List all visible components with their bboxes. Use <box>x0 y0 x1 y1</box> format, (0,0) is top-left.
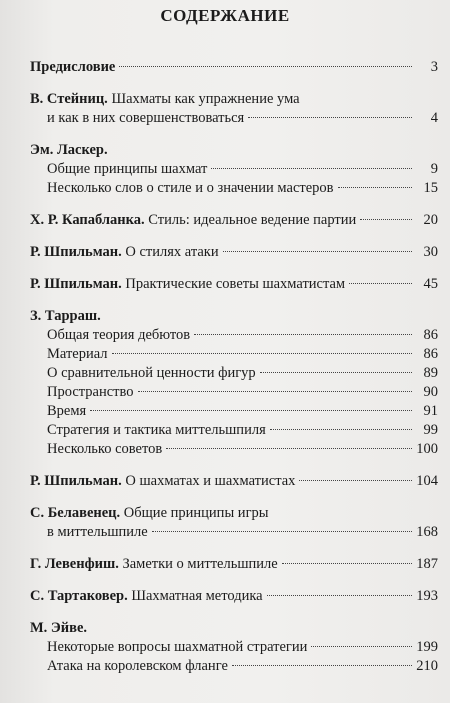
toc-line-text <box>47 345 108 364</box>
toc-title: Общие принципы игры <box>120 505 269 521</box>
toc-title: Заметки о миттельшпиле <box>118 556 278 572</box>
page-number: 91 <box>423 403 438 419</box>
page-number: 99 <box>423 422 438 438</box>
page-number: 3 <box>430 59 438 75</box>
toc-line-text <box>47 402 86 421</box>
page-number: 20 <box>423 212 438 228</box>
toc-title: Время <box>47 403 87 419</box>
toc-line-text <box>30 58 115 77</box>
toc-entry <box>30 307 438 459</box>
toc-title: в миттельшпиле <box>47 524 148 540</box>
page-number: 199 <box>416 639 438 655</box>
toc-author: В. Стейниц. <box>30 91 108 107</box>
toc-line <box>30 90 438 109</box>
toc-line-text <box>47 523 148 542</box>
toc-line-text <box>30 275 345 294</box>
dot-leader <box>112 352 412 354</box>
toc-line <box>30 523 438 542</box>
toc-line-text <box>47 383 134 402</box>
toc-line <box>30 345 438 364</box>
toc-title: Практические советы шахматистам <box>121 276 346 292</box>
toc-title: Общая теория дебютов <box>47 327 191 343</box>
toc-title: Стратегия и тактика миттельшпиля <box>47 422 266 438</box>
toc-line-text <box>30 211 356 230</box>
toc-line-text <box>47 657 228 676</box>
toc-line-text <box>30 587 263 606</box>
toc-line <box>30 109 438 128</box>
toc-title: Шахматная методика <box>127 588 263 604</box>
page-number: 89 <box>423 365 438 381</box>
toc-author: З. Тарраш. <box>30 308 101 324</box>
page-number: 210 <box>416 658 438 674</box>
toc-line <box>30 440 438 459</box>
dot-leader <box>338 186 412 188</box>
toc-title: Несколько советов <box>47 441 163 457</box>
page-title: СОДЕРЖАНИЕ <box>160 6 290 25</box>
dot-leader <box>260 371 412 373</box>
toc-line <box>30 587 438 606</box>
toc-line-text <box>30 90 300 109</box>
toc-line <box>30 211 438 230</box>
toc-title: Общие принципы шахмат <box>47 161 208 177</box>
toc-line-text <box>47 364 256 383</box>
toc-author: Х. Р. Капабланка. <box>30 212 145 228</box>
toc-line-text <box>47 109 244 128</box>
toc-line <box>30 657 438 676</box>
dot-leader <box>282 562 412 564</box>
toc-author: Р. Шпильман. <box>30 244 122 260</box>
toc-title: О шахматах и шахматистах <box>121 473 296 489</box>
toc-line <box>30 383 438 402</box>
page-number: 104 <box>416 473 438 489</box>
toc-title: Материал <box>47 346 108 362</box>
toc-title: О стилях атаки <box>121 244 219 260</box>
toc-author: Р. Шпильман. <box>30 276 122 292</box>
toc-entry <box>30 211 438 230</box>
toc-line <box>30 421 438 440</box>
toc-entry <box>30 243 438 262</box>
toc-line <box>30 307 438 326</box>
toc-line-text <box>47 440 162 459</box>
toc-title: Несколько слов о стиле и о значении мастеров <box>47 180 334 196</box>
toc-author: Р. Шпильман. <box>30 473 122 489</box>
toc-line-text <box>47 421 266 440</box>
toc-line <box>30 243 438 262</box>
toc-line <box>30 472 438 491</box>
toc-title: Пространство <box>47 384 134 400</box>
table-of-contents <box>30 58 438 689</box>
toc-title: Некоторые вопросы шахматной стратегии <box>47 639 308 655</box>
dot-leader <box>267 594 412 596</box>
toc-line-text <box>30 555 278 574</box>
toc-entry <box>30 58 438 77</box>
dot-leader <box>152 530 412 532</box>
page-number: 86 <box>423 327 438 343</box>
toc-line-text <box>47 638 307 657</box>
dot-leader <box>211 167 412 169</box>
page-number: 15 <box>423 180 438 196</box>
toc-line-text <box>47 160 207 179</box>
page-number: 187 <box>416 556 438 572</box>
page-number: 100 <box>416 441 438 457</box>
toc-entry <box>30 555 438 574</box>
dot-leader <box>248 116 412 118</box>
dot-leader <box>194 333 412 335</box>
dot-leader <box>270 428 412 430</box>
dot-leader <box>90 409 412 411</box>
toc-line <box>30 179 438 198</box>
toc-line <box>30 504 438 523</box>
toc-author: М. Эйве. <box>30 620 88 636</box>
toc-line-text <box>30 619 87 638</box>
toc-entry <box>30 587 438 606</box>
dot-leader <box>360 218 412 220</box>
dot-leader <box>119 65 412 67</box>
toc-author: Предисловие <box>30 59 116 75</box>
toc-title: и как в них совершенствоваться <box>47 110 245 126</box>
toc-author: С. Белавенец. <box>30 505 121 521</box>
toc-line-text <box>30 307 101 326</box>
dot-leader <box>138 390 413 392</box>
toc-entry <box>30 90 438 128</box>
toc-line-text <box>47 179 334 198</box>
toc-line-text <box>47 326 190 345</box>
toc-line <box>30 58 438 77</box>
toc-line-text <box>30 141 108 160</box>
toc-title: Шахматы как упражнение ума <box>107 91 300 107</box>
page-number: 86 <box>423 346 438 362</box>
toc-line <box>30 402 438 421</box>
toc-author: Г. Левенфиш. <box>30 556 119 572</box>
toc-line-text <box>30 243 219 262</box>
toc-line <box>30 364 438 383</box>
dot-leader <box>299 479 412 481</box>
toc-entry <box>30 141 438 198</box>
toc-author: Эм. Ласкер. <box>30 142 108 158</box>
toc-line <box>30 638 438 657</box>
toc-title: Атака на королевском фланге <box>47 658 228 674</box>
toc-line-text <box>30 504 269 523</box>
dot-leader <box>223 250 412 252</box>
page-number: 30 <box>423 244 438 260</box>
dot-leader <box>232 664 412 666</box>
page-number: 90 <box>423 384 438 400</box>
dot-leader <box>311 645 412 647</box>
page-number: 193 <box>416 588 438 604</box>
toc-line <box>30 275 438 294</box>
dot-leader <box>349 282 412 284</box>
toc-title: Стиль: идеальное ведение партии <box>144 212 357 228</box>
page-number: 4 <box>430 110 438 126</box>
toc-line <box>30 619 438 638</box>
toc-line-text <box>30 472 295 491</box>
toc-line <box>30 160 438 179</box>
toc-entry <box>30 275 438 294</box>
toc-entry <box>30 472 438 491</box>
toc-entry <box>30 619 438 676</box>
toc-line <box>30 555 438 574</box>
toc-entry <box>30 504 438 542</box>
page-number: 9 <box>430 161 438 177</box>
toc-line <box>30 326 438 345</box>
page-number: 168 <box>416 524 438 540</box>
toc-title: О сравнительной ценности фигур <box>47 365 256 381</box>
toc-line <box>30 141 438 160</box>
page-number: 45 <box>423 276 438 292</box>
dot-leader <box>166 447 412 449</box>
toc-author: С. Тартаковер. <box>30 588 128 604</box>
